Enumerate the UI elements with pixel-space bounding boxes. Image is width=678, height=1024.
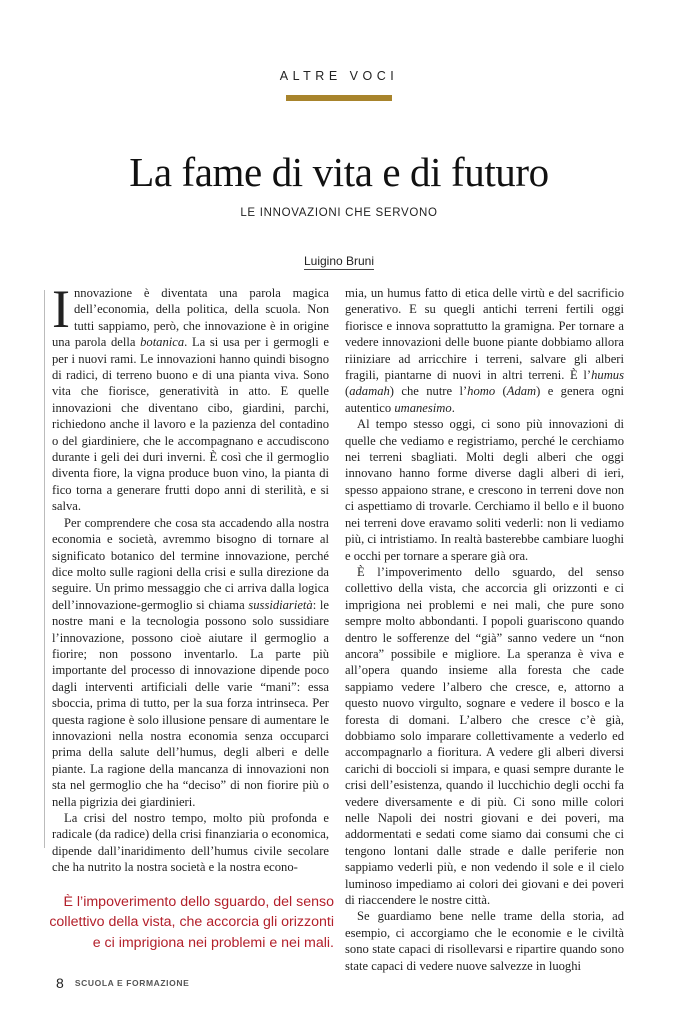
paragraph: È l’impoverimento dello sguardo, del senso collettivo della vista, che accorcia gli orizzonti e ci imprigiona nei problemi e nei mali, che pure sono sempre molto abbondanti. I popoli guariscono quando dentro le sofferenze del “già” sanno vedere un “non ancora” possibile e migliore. La speranza è viva e all’opera quando insieme alla foresta che cade sappiamo vedere l’albero che cresce, e, attorno a questo nuovo virgulto, sognare e vedere il bosco e la foresta di domani. L’albero che cresce c’è già, dobbiamo solo imparare collettivamente a vederlo ed accompagnarlo a fioritura. A vedere gli alberi diversi carichi di boccioli si impara, e quasi sempre durante le crisi dell’esistenza, quando il lucchichio degli occhi fa vedere diversamente e di più. Ci sono mille colori nelle Napoli dei nostri giovani e dei poveri, ma addormentati e sedati come siamo dai consumi che ci tengono lontani dalle strade e dalle periferie non sappiamo vederli più, e non vedendo il sole e il cielo luminoso impediamo ai colori dei giovani e dei poveri di riaccendere le nostre città. <box>345 564 624 908</box>
left-column <box>52 279 329 875</box>
publication-name: SCUOLA E FORMAZIONE <box>74 978 190 988</box>
pull-quote: È l’impoverimento dello sguardo, del senso collettivo della vista, che accorcia gli orizzonti e ci imprigiona nei problemi e nei mali. <box>49 894 334 951</box>
column-margin-rule <box>44 290 45 848</box>
paragraph: Al tempo stesso oggi, ci sono più innovazioni di quelle che vediamo e registriamo, perché le cerchiamo nei terreni sbagliati. Molti degli alberi che oggi innovano hanno forme diverse dagli alberi di ieri, spesso appaiono strane, e crescono in terreni dove non ci aspettiamo di trovarle. Cerchiamo il bello e il buono nei terreni dove eravamo soliti vederli: non li vediamo più, ci intristiamo. In realtà basterebbe cambiare luoghi e occhi per tornare a sperare già ora. <box>345 417 624 563</box>
right-column <box>345 285 624 973</box>
paragraph: Se guardiamo bene nelle trame della storia, ad esempio, ci accorgiamo che le economie e le civiltà sono state capaci di risollevarsi e ripartire quando sono state capaci di vedere nuove salvezze in luoghi <box>345 909 624 973</box>
page-number: 8 <box>56 975 64 991</box>
page-footer <box>56 975 189 991</box>
article-title: La fame di vita e di futuro <box>129 149 549 195</box>
author-name: Luigino Bruni <box>303 254 375 268</box>
section-kicker: ALTRE VOCI <box>279 69 399 83</box>
drop-cap: I <box>52 279 70 339</box>
paragraph: mia, un humus fatto di etica delle virtù e del sacrificio generativo. E su quegli antichi terreni fertili oggi fiorisce e innova soprattutto la gramigna. Per tornare a vedere innovazioni delle buone piante dobbiamo allora riiniziare ad arricchire i terreni, salvare gli alberi fragili, piantarne di nuovi in altri terreni. È l’humus (adamah) che nutre l’homo (Adam) e genera ogni autentico umanesimo. <box>345 286 624 415</box>
kicker-underline-bar <box>286 95 392 101</box>
paragraph: Per comprendere che cosa sta accadendo alla nostra economia e società, avremmo bisogno di tornare al significato botanico del termine innovazione, perché dice molto sulle ragioni della crisi e sulla direzione da seguire. Un primo messaggio che ci arriva dalla logica dell’innovazione-germoglio si chiama sussidiarietà: le nostre mani e la tecnologia possono solo sussidiare l’innovazione, possono cioè aiutare il germoglio a fiorire; non possono inventarlo. La parte più importante del processo di innovazione dipende poco dagli interventi artificiali delle varie “mani”: essa sboccia, prima di tutto, per la sua forza intrinseca. Per questa ragione è solo illusione pensare di aumentare le innovazioni nella nostra economia senza occuparci prima della salute dell’humus, degli alberi e delle piante. La ragione della mancanza di innovazioni non sta nel germoglio che ha “deciso” di non fiorire più o nella pigrizia dei giardinieri. <box>52 515 329 809</box>
article-subtitle: LE INNOVAZIONI CHE SERVONO <box>240 207 438 219</box>
paragraph: Innovazione è diventata una parola magica dell’economia, della politica, della scuola. Non tutti sappiamo, però, che innovazione è in origine una parola della botanica. La si usa per i germogli e per i nuovi rami. Le innovazioni hanno quindi bisogno di radici, di terreno buono e di una pianta viva. Sono vita che fiorisce, generatività in atto. E quelle innovazioni che diventano cibo, giardini, parchi, richiedono anche il lavoro e la pazienza del contadino o del giardiniere, che le accompagnano e accudiscono durante i geli dei duri inverni. È così che il germoglio diventa fiore, la vigna produce buon vino, la pianta di fico torna a generare frutti dopo anni di sterilità, e si salva. <box>52 279 329 514</box>
paragraph: La crisi del nostro tempo, molto più profonda e radicale (da radice) della crisi finanziaria o economica, dipende dall’inaridimento dell’humus civile secolare che ha nutrito la nostra società e la nostra econo- <box>52 811 329 875</box>
author-byline <box>0 254 678 268</box>
